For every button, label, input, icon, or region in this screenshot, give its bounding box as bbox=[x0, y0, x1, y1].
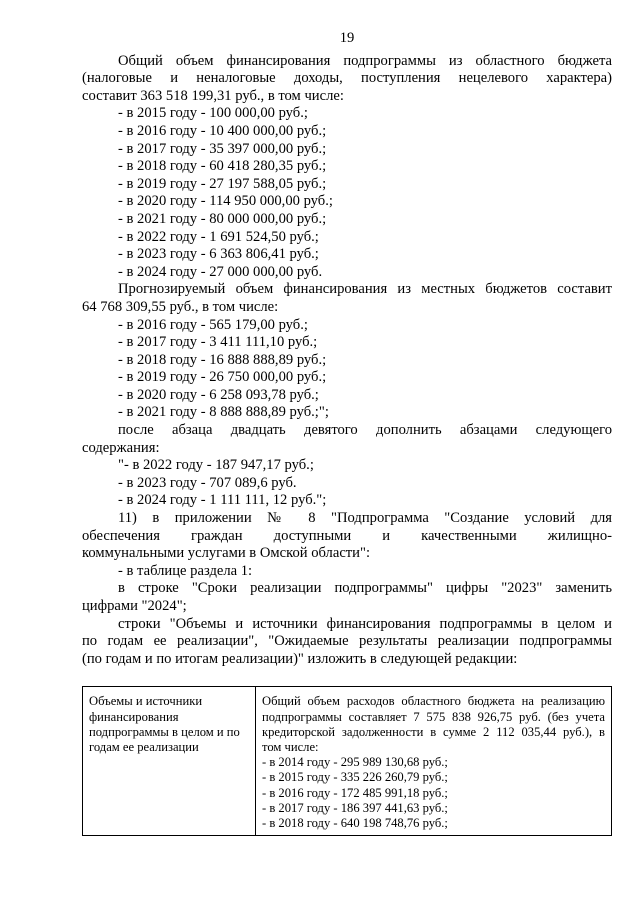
text-line: 64 768 309,55 руб., в том числе: bbox=[82, 298, 279, 315]
table-cell-label bbox=[83, 687, 256, 836]
list-item: "- в 2022 году - 187 947,17 руб.; bbox=[118, 457, 314, 474]
text-line: строки "Объемы и источники финансирования подпрограммы в целом и bbox=[118, 615, 612, 632]
local-year-list bbox=[82, 317, 612, 423]
text-line: цифрами "2024"; bbox=[82, 598, 187, 614]
list-item: - в 2017 году - 35 397 000,00 руб.; bbox=[118, 140, 327, 157]
list-item: - в 2023 году - 707 089,6 руб. bbox=[118, 474, 297, 491]
cell-line: - в 2018 году - 640 198 748,76 руб.; bbox=[262, 816, 448, 830]
regional-year-list bbox=[82, 105, 612, 281]
list-item: - в 2020 году - 6 258 093,78 руб.; bbox=[118, 386, 319, 403]
list-item: - в 2016 году - 10 400 000,00 руб.; bbox=[118, 122, 327, 139]
cell-line: кредиторской задолженности в сумме 2 112 035,44 руб.), в bbox=[262, 724, 605, 739]
cell-line: том числе: bbox=[262, 739, 319, 754]
list-item: - в 2019 году - 27 197 588,05 руб.; bbox=[118, 175, 327, 192]
text-line: (налоговые и неналоговые доходы, поступления нецелевого характера) bbox=[82, 70, 612, 87]
table-cell-value bbox=[256, 687, 612, 836]
text-line: после абзаца двадцать девятого дополнить абзацами следующего bbox=[118, 422, 612, 439]
cell-line: подпрограммы составляет 7 575 838 926,75 руб. (без учета bbox=[262, 709, 605, 724]
text-line: составит 363 518 199,31 руб., в том числе: bbox=[82, 87, 344, 104]
text-line: (по годам и по итогам реализации)" изложить в следующей редакции: bbox=[82, 650, 518, 667]
list-item: - в 2023 году - 6 363 806,41 руб.; bbox=[118, 246, 319, 263]
text-line: содержания: bbox=[82, 439, 160, 456]
text-line: по годам ее реализации", "Ожидаемые результаты реализации подпрограммы bbox=[82, 633, 612, 650]
text-line: 11) в приложении № 8 "Подпрограмма "Создание условий для bbox=[118, 510, 612, 527]
text-line: обеспечения граждан доступными и качественными жилищно- bbox=[82, 527, 612, 544]
list-item: - в 2024 году - 1 111 111, 12 руб."; bbox=[118, 492, 327, 509]
text-line: коммунальными услугами в Омской области": bbox=[82, 545, 370, 562]
list-item: - в 2022 году - 1 691 524,50 руб.; bbox=[118, 228, 319, 245]
cell-line: подпрограммы в целом и по bbox=[89, 724, 240, 739]
list-item: - в 2015 году - 100 000,00 руб.; bbox=[118, 105, 308, 122]
list-item: - в 2021 году - 8 888 888,89 руб.;"; bbox=[118, 404, 329, 421]
list-item: - в 2017 году - 3 411 111,10 руб.; bbox=[118, 334, 318, 351]
cell-line: Общий объем расходов областного бюджета на реализацию bbox=[262, 694, 605, 709]
text-line: в строке "Сроки реализации подпрограммы" цифры "2023" заменить bbox=[118, 580, 612, 597]
text-line: Прогнозируемый объем финансирования из местных бюджетов составит bbox=[118, 281, 612, 298]
list-item: - в 2024 году - 27 000 000,00 руб. bbox=[118, 263, 323, 280]
page-number: 19 bbox=[339, 30, 355, 46]
cell-line: годам ее реализации bbox=[89, 739, 199, 754]
list-item: - в 2021 году - 80 000 000,00 руб.; bbox=[118, 210, 327, 227]
list-item: - в 2020 году - 114 950 000,00 руб.; bbox=[118, 193, 333, 210]
financing-table bbox=[82, 686, 612, 836]
addition-year-list bbox=[82, 457, 612, 510]
text-line: - в таблице раздела 1: bbox=[118, 562, 253, 579]
local-funding-paragraph bbox=[82, 281, 612, 422]
list-item: - в 2018 году - 60 418 280,35 руб.; bbox=[118, 158, 327, 175]
regional-funding-paragraph bbox=[82, 53, 612, 282]
item-11-paragraph bbox=[82, 510, 612, 668]
list-item: - в 2016 году - 565 179,00 руб.; bbox=[118, 316, 308, 333]
cell-line: - в 2015 году - 335 226 260,79 руб.; bbox=[262, 770, 448, 785]
cell-line: - в 2016 году - 172 485 991,18 руб.; bbox=[262, 785, 448, 800]
cell-line: - в 2014 году - 295 989 130,68 руб.; bbox=[262, 755, 448, 770]
addition-paragraph bbox=[82, 422, 612, 510]
list-item: - в 2019 году - 26 750 000,00 руб.; bbox=[118, 369, 327, 386]
cell-line: финансирования bbox=[89, 709, 179, 724]
cell-line: - в 2017 году - 186 397 441,63 руб.; bbox=[262, 800, 448, 815]
cell-line: Объемы и источники bbox=[89, 694, 203, 709]
table-row bbox=[83, 687, 612, 836]
text-line: Общий объем финансирования подпрограммы из областного бюджета bbox=[118, 52, 612, 69]
list-item: - в 2018 году - 16 888 888,89 руб.; bbox=[118, 351, 327, 368]
